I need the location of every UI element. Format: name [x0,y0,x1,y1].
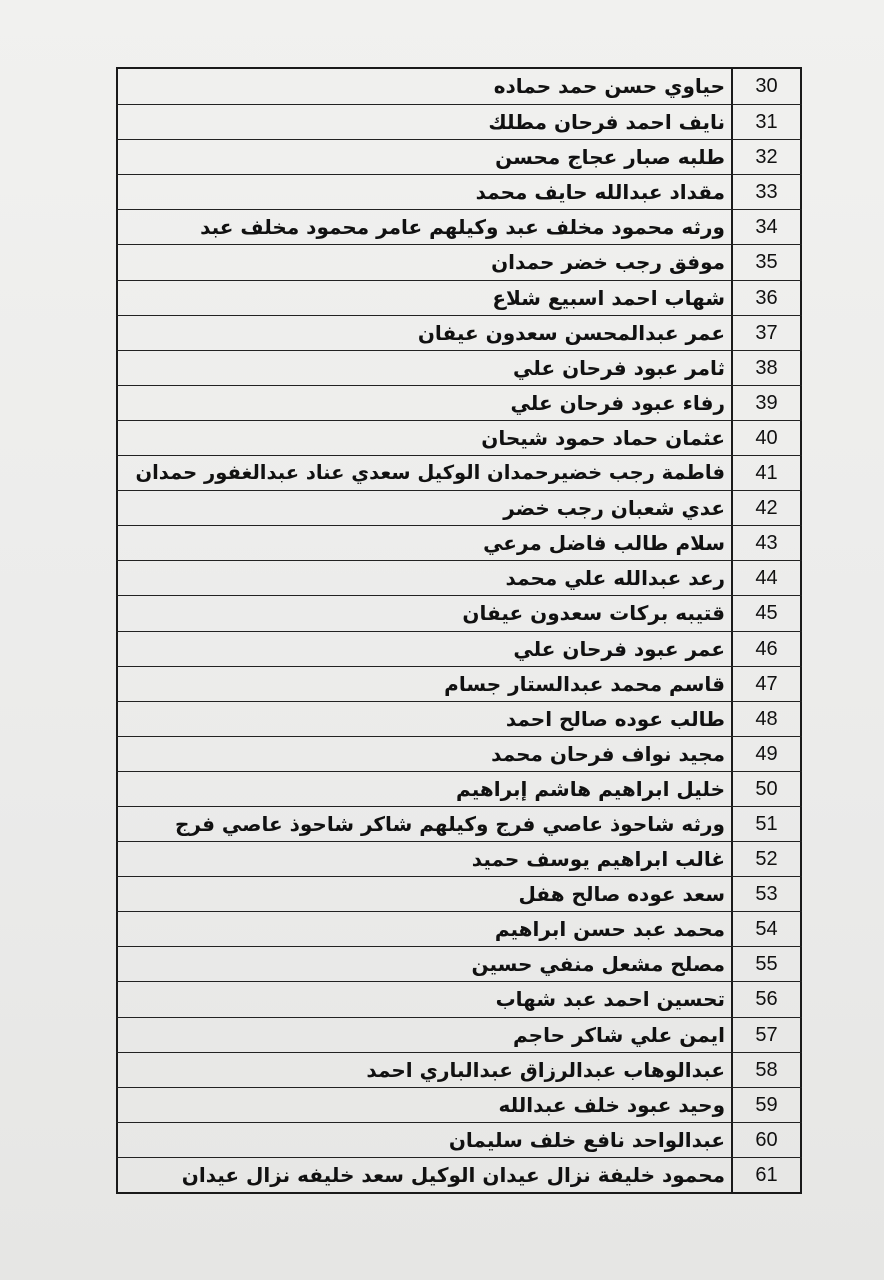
number-cell: 39 [733,386,802,420]
table-row [116,385,802,420]
number-cell: 61 [733,1158,802,1192]
number-cell: 48 [733,702,802,736]
number-cell: 38 [733,351,802,385]
table-row [116,981,802,1016]
table-row [116,701,802,736]
name-cell: عثمان حماد حمود شيحان [116,421,733,455]
number-cell: 42 [733,491,802,525]
number-cell: 44 [733,561,802,595]
number-cell: 46 [733,632,802,666]
table-row [116,666,802,701]
table-row [116,455,802,490]
number-cell: 52 [733,842,802,876]
number-cell: 56 [733,982,802,1016]
table-row [116,244,802,279]
table-row [116,104,802,139]
number-cell: 33 [733,175,802,209]
number-cell: 41 [733,456,802,490]
table-row [116,1017,802,1052]
name-cell: موفق رجب خضر حمدان [116,245,733,279]
name-cell: مصلح مشعل منفي حسين [116,947,733,981]
number-cell: 47 [733,667,802,701]
table-row [116,1157,802,1192]
name-cell: سعد عوده صالح هفل [116,877,733,911]
names-table [116,67,802,1194]
name-cell: حياوي حسن حمد حماده [116,69,733,104]
table-row [116,209,802,244]
name-cell: عبدالوهاب عبدالرزاق عبدالباري احمد [116,1053,733,1087]
table-row [116,771,802,806]
number-cell: 30 [733,69,802,104]
table-row [116,420,802,455]
name-cell: خليل ابراهيم هاشم إبراهيم [116,772,733,806]
name-cell: ايمن علي شاكر حاجم [116,1018,733,1052]
number-cell: 40 [733,421,802,455]
number-cell: 53 [733,877,802,911]
name-cell: غالب ابراهيم يوسف حميد [116,842,733,876]
table-row [116,911,802,946]
name-cell: ثامر عبود فرحان علي [116,351,733,385]
name-cell: عبدالواحد نافع خلف سليمان [116,1123,733,1157]
number-cell: 49 [733,737,802,771]
table-row [116,525,802,560]
name-cell: نايف احمد فرحان مطلك [116,105,733,139]
table-row [116,736,802,771]
name-cell: سلام طالب فاضل مرعي [116,526,733,560]
name-cell: شهاب احمد اسبيع شلاع [116,281,733,315]
table-row [116,69,802,104]
name-cell: محمود خليفة نزال عيدان الوكيل سعد خليفه نزال عيدان [116,1158,733,1192]
name-cell: وحيد عبود خلف عبدالله [116,1088,733,1122]
table-row [116,806,802,841]
name-cell: ورثه محمود مخلف عبد وكيلهم عامر محمود مخلف عبد [116,210,733,244]
table-row [116,1087,802,1122]
number-cell: 58 [733,1053,802,1087]
table-row [116,595,802,630]
number-cell: 35 [733,245,802,279]
number-cell: 55 [733,947,802,981]
number-cell: 59 [733,1088,802,1122]
number-cell: 51 [733,807,802,841]
name-cell: مقداد عبدالله حايف محمد [116,175,733,209]
name-cell: رفاء عبود فرحان علي [116,386,733,420]
table-row [116,280,802,315]
name-cell: قاسم محمد عبدالستار جسام [116,667,733,701]
table-row [116,631,802,666]
number-cell: 32 [733,140,802,174]
number-cell: 45 [733,596,802,630]
table-row [116,560,802,595]
number-cell: 54 [733,912,802,946]
number-cell: 36 [733,281,802,315]
table-row [116,490,802,525]
table-row [116,350,802,385]
number-cell: 60 [733,1123,802,1157]
name-cell: محمد عبد حسن ابراهيم [116,912,733,946]
table-row [116,139,802,174]
table-row [116,315,802,350]
name-cell: ورثه شاحوذ عاصي فرج وكيلهم شاكر شاحوذ عاصي فرج [116,807,733,841]
number-cell: 50 [733,772,802,806]
table-row [116,1052,802,1087]
name-cell: فاطمة رجب خضيرحمدان الوكيل سعدي عناد عبدالغفور حمدان [116,456,733,490]
number-cell: 37 [733,316,802,350]
table-row [116,946,802,981]
name-cell: قتيبه بركات سعدون عيفان [116,596,733,630]
name-cell: عمر عبدالمحسن سعدون عيفان [116,316,733,350]
name-cell: طالب عوده صالح احمد [116,702,733,736]
table-row [116,876,802,911]
name-cell: طلبه صبار عجاج محسن [116,140,733,174]
name-cell: تحسين احمد عبد شهاب [116,982,733,1016]
number-cell: 31 [733,105,802,139]
table-row [116,174,802,209]
name-cell: عمر عبود فرحان علي [116,632,733,666]
number-cell: 43 [733,526,802,560]
number-cell: 57 [733,1018,802,1052]
number-cell: 34 [733,210,802,244]
table-row [116,1122,802,1157]
name-cell: مجيد نواف فرحان محمد [116,737,733,771]
name-cell: رعد عبدالله علي محمد [116,561,733,595]
table-row [116,841,802,876]
name-cell: عدي شعبان رجب خضر [116,491,733,525]
